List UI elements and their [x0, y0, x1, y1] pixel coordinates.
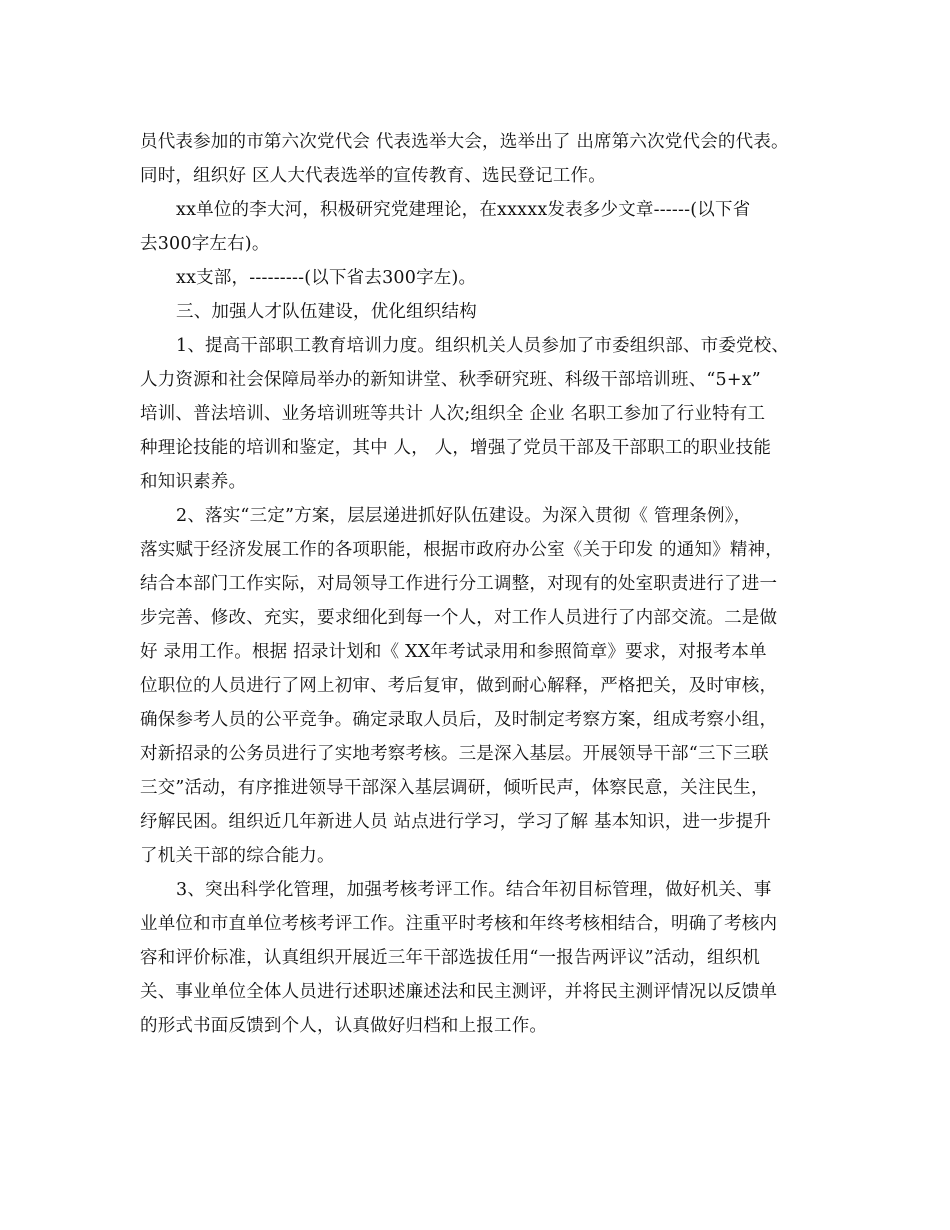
text-line: 位职位的人员进行了网上初审、考后复审，做到耐心解释，严格把关，及时审核，: [140, 676, 778, 696]
text-line: xx单位的李大河，积极研究党建理论，在xxxxx发表多少文章------(以下省: [176, 200, 751, 220]
text-line: 落实赋于经济发展工作的各项职能，根据市政府办公室《关于印发 的通知》精神，: [140, 540, 783, 560]
text-line: 确保参考人员的公平竞争。确定录取人员后，及时制定考察方案，组成考察小组，: [140, 710, 778, 730]
text-line: 对新招录的公务员进行了实地考察考核。三是深入基层。开展领导干部“三下三联: [140, 744, 769, 764]
text-line: 结合本部门工作实际，对局领导工作进行分工调整，对现有的处室职责进行了进一: [140, 574, 778, 594]
text-line: 容和评价标准，认真组织开展近三年干部选拔任用“一报告两评议”活动，组织机: [140, 948, 761, 968]
text-line: 好 录用工作。根据 招录计划和《 XX年考试录用和参照简章》要求，对报考本单: [140, 642, 767, 662]
document-body: [140, 125, 830, 1043]
text-line: xx支部，---------(以下省去300字左)。: [176, 268, 477, 288]
text-line: 和知识素养。: [140, 472, 247, 492]
text-line: 三、加强人才队伍建设，优化组织结构: [176, 302, 477, 322]
text-line: 步完善、修改、充实，要求细化到每一个人，对工作人员进行了内部交流。二是做: [140, 608, 778, 628]
text-line: 员代表参加的市第六次党代会 代表选举大会，选举出了 出席第六次党代会的代表。: [140, 132, 789, 152]
text-line: 三交”活动，有序推进领导干部深入基层调研，倾听民声，体察民意，关注民生，: [140, 778, 769, 798]
text-line: 人力资源和社会保障局举办的新知讲堂、秋季研究班、科级干部培训班、“5+x”: [140, 370, 761, 390]
text-line: 关、事业单位全体人员进行述职述廉述法和民主测评，并将民主测评情况以反馈单: [140, 982, 778, 1002]
text-line: 同时，组织好 区人大代表选举的宣传教育、选民登记工作。: [140, 166, 606, 186]
text-line: 3、突出科学化管理，加强考核考评工作。结合年初目标管理，做好机关、事: [176, 880, 772, 900]
text-line: 了机关干部的综合能力。: [140, 846, 335, 866]
text-line: 的形式书面反馈到个人，认真做好归档和上报工作。: [140, 1016, 548, 1036]
text-line: 2、落实“三定”方案，层层递进抓好队伍建设。为深入贯彻《 管理条例》，: [176, 506, 752, 526]
text-line: 培训、普法培训、业务培训班等共计 人次;组织全 企业 名职工参加了行业特有工: [140, 404, 766, 424]
text-line: 纾解民困。组织近几年新进人员 站点进行学习，学习了解 基本知识，进一步提升: [140, 812, 772, 832]
text-line: 1、提高干部职工教育培训力度。组织机关人员参加了市委组织部、市委党校、: [176, 336, 790, 356]
text-line: 业单位和市直单位考核考评工作。注重平时考核和年终考核相结合，明确了考核内: [140, 914, 778, 934]
text-line: 种理论技能的培训和鉴定，其中 人， 人，增强了党员干部及干部职工的职业技能: [140, 438, 772, 458]
text-line: 去300字左右)。: [140, 234, 270, 254]
